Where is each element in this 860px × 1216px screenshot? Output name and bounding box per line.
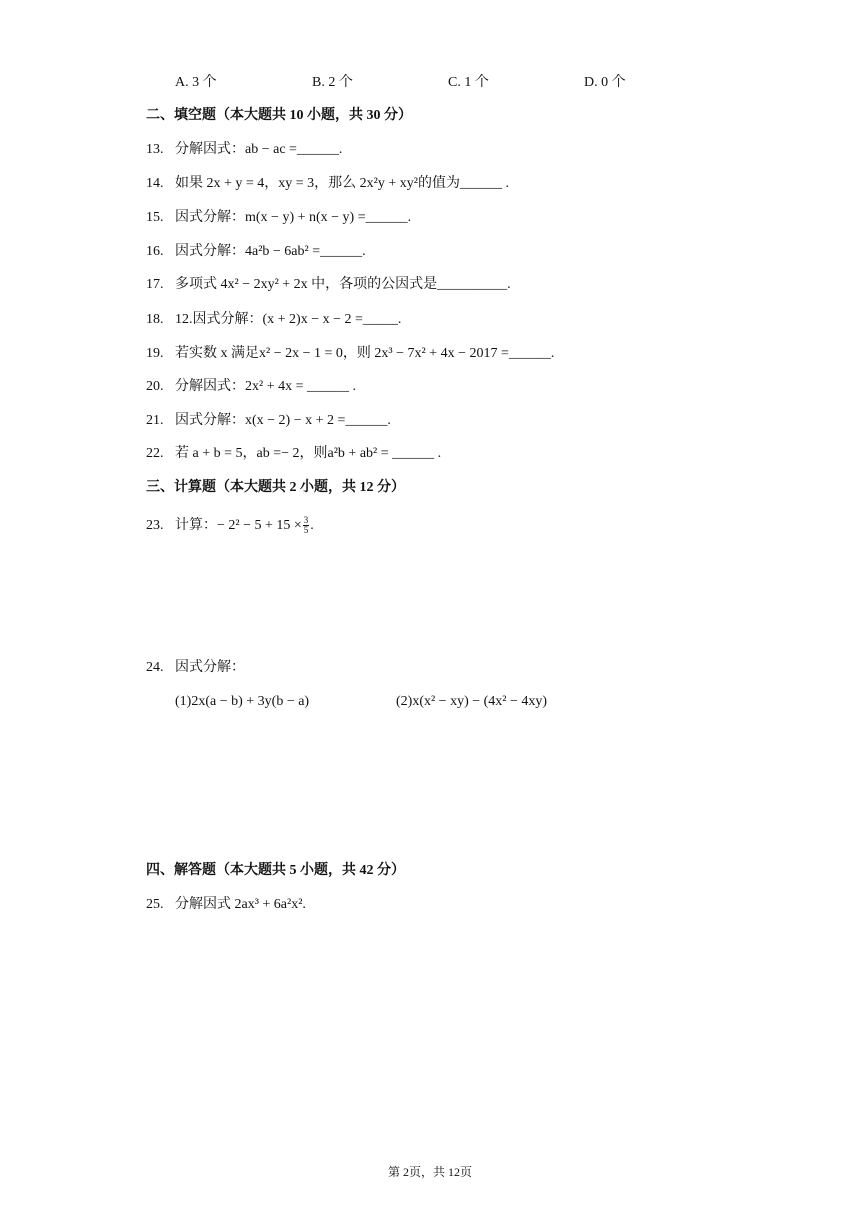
question-24 [146,658,245,678]
question-number: 19. [146,346,164,361]
question-tail: . [310,518,314,533]
question-15 [146,208,411,228]
question-21 [146,411,391,431]
question-24-part-2: (2)x(x² − xy) − (4x² − 4xy) [396,694,548,709]
question-text: 多项式 4x² − 2xy² + 2x 中，各项的公因式是__________. [175,277,511,292]
question-number: 13. [146,142,164,157]
question-number: 23. [146,518,164,533]
question-number: 20. [146,379,164,394]
question-text: 分解因式：2x² + 4x = ______ . [175,379,356,394]
question-16 [146,242,366,262]
question-19 [146,344,554,364]
question-number: 17. [146,277,164,292]
option-b: B. 2 个 [312,75,353,90]
question-23 [146,516,314,536]
question-25 [146,895,306,915]
question-number: 16. [146,244,164,259]
question-text: 计算：− 2² − 5 + 15 × [175,518,302,533]
option-d: D. 0 个 [584,75,626,90]
question-text: 若 a + b = 5，ab =− 2，则a²b + ab² = ______ . [175,446,442,461]
section-heading-calculation: 三、计算题（本大题共 2 小题，共 12 分） [146,480,405,495]
question-20 [146,377,356,397]
section-heading-fill-blank: 二、填空题（本大题共 10 小题，共 30 分） [146,108,412,123]
question-text: 分解因式 2ax³ + 6a²x². [175,897,306,912]
question-number: 14. [146,176,164,191]
question-number: 21. [146,413,164,428]
question-13 [146,140,342,160]
question-text: 若实数 x 满足x² − 2x − 1 = 0，则 2x³ − 7x² + 4x − 2017 =______. [175,346,555,361]
question-text: 分解因式：ab − ac =______. [175,142,343,157]
question-text: 如果 2x + y = 4，xy = 3，那么 2x²y + xy²的值为______ . [175,176,509,191]
question-number: 15. [146,210,164,225]
section-heading-answer: 四、解答题（本大题共 5 小题，共 42 分） [146,863,405,878]
question-text: 因式分解：x(x − 2) − x + 2 =______. [175,413,391,428]
question-number: 18. [146,312,164,327]
question-24-part-1: (1)2x(a − b) + 3y(b − a) [175,694,310,709]
question-text: 因式分解：4a²b − 6ab² =______. [175,244,366,259]
question-17 [146,275,511,295]
question-number: 22. [146,446,164,461]
fraction-numerator: 3 [303,515,309,526]
question-text: 因式分解： [175,660,245,675]
fraction [303,516,310,535]
question-text: 12.因式分解：(x + 2)x − x − 2 =_____. [175,312,402,327]
question-14 [146,174,509,194]
question-number: 24. [146,660,164,675]
option-c: C. 1 个 [448,75,489,90]
fraction-denominator: 5 [303,525,309,536]
question-text: 因式分解：m(x − y) + n(x − y) =______. [175,210,412,225]
page-footer: 第 2页，共 12页 [387,1165,472,1179]
question-18 [146,310,401,330]
question-number: 25. [146,897,164,912]
option-a: A. 3 个 [175,75,217,90]
question-22 [146,444,441,464]
